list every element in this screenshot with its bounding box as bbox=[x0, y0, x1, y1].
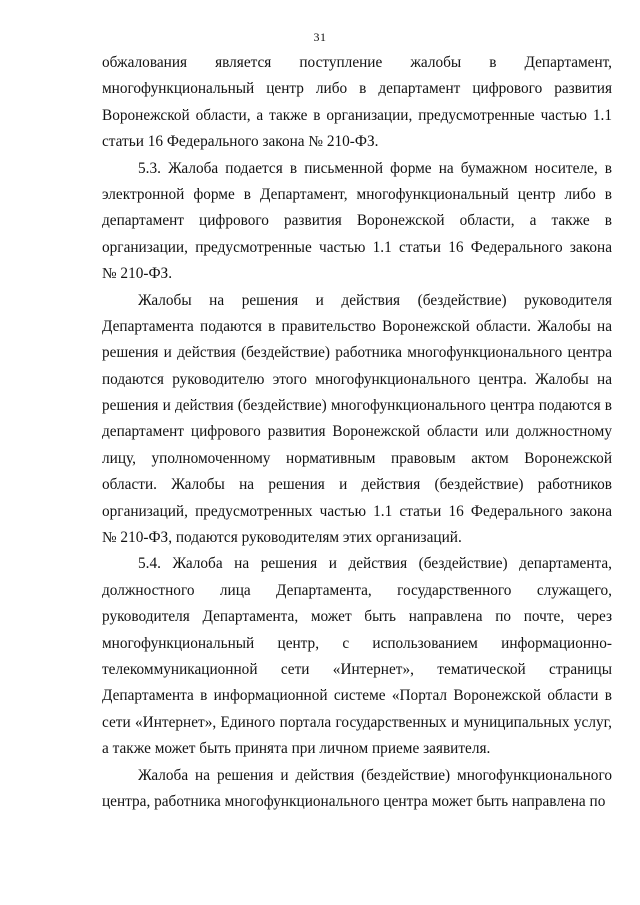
text-line: обжалования является поступление жалобы в Департамент, bbox=[102, 54, 612, 71]
text-line: 5.3. Жалоба подается в письменной форме на бумажном носителе, в bbox=[138, 159, 612, 177]
text-line: сети «Интернет», Единого портала государственных и муниципальных услуг, bbox=[102, 713, 612, 731]
text-line: должностного лица Департамента, государственного служащего, bbox=[102, 581, 612, 599]
text-line: Департамента в информационной системе «Портал Воронежской области в bbox=[102, 687, 612, 705]
page-number: 31 bbox=[313, 30, 327, 44]
text-line: решения и действия (бездействие) работника многофункционального центра bbox=[102, 344, 612, 362]
text-line: департамент цифрового развития Воронежской области или должностному bbox=[102, 423, 612, 441]
text-line: подаются руководителю этого многофункционального центра. Жалобы на bbox=[102, 370, 612, 388]
text-line: 5.4. Жалоба на решения и действия (бездействие) департамента, bbox=[138, 555, 612, 573]
text-line: телекоммуникационной сети «Интернет», тематической страницы bbox=[102, 660, 612, 678]
body-text bbox=[102, 50, 612, 815]
paragraph bbox=[102, 551, 612, 762]
text-line: руководителя Департамента, может быть направлена по почте, через bbox=[102, 608, 612, 626]
text-line: лицу, уполномоченному нормативным правовым актом Воронежской bbox=[102, 449, 612, 467]
text-line: организации, предусмотренные частью 1.1 статьи 16 Федерального закона bbox=[102, 238, 612, 256]
text-line: многофункциональный центр, с использованием информационно- bbox=[102, 634, 612, 652]
text-line: Жалоба на решения и действия (бездействие) многофункционального bbox=[138, 766, 612, 784]
text-line: Департамента подаются в правительство Воронежской области. Жалобы на bbox=[102, 317, 612, 335]
text-line: центра, работника многофункционального центра может быть направлена по bbox=[102, 792, 606, 810]
paragraph bbox=[102, 156, 612, 288]
text-line: а также может быть принята при личном приеме заявителя. bbox=[102, 740, 491, 758]
text-line: многофункциональный центр либо в департамент цифрового развития bbox=[102, 80, 612, 98]
text-line: организаций, предусмотренных частью 1.1 статьи 16 Федерального закона bbox=[102, 502, 612, 520]
paragraph bbox=[102, 288, 612, 552]
text-line: электронной форме в Департамент, многофункциональный центр либо в bbox=[102, 185, 612, 203]
paragraph bbox=[102, 763, 612, 816]
text-line: статьи 16 Федерального закона № 210-ФЗ. bbox=[102, 133, 379, 151]
paragraph bbox=[102, 50, 612, 156]
text-line: области. Жалобы на решения и действия (бездействие) работников bbox=[102, 476, 612, 494]
text-line: № 210-ФЗ. bbox=[102, 265, 173, 283]
text-line: Воронежской области, а также в организации, предусмотренные частью 1.1 bbox=[102, 106, 612, 124]
text-line: департамент цифрового развития Воронежской области, а также в bbox=[102, 212, 612, 230]
text-line: Жалобы на решения и действия (бездействие) руководителя bbox=[138, 291, 612, 309]
text-line: № 210-ФЗ, подаются руководителям этих организаций. bbox=[102, 529, 462, 547]
text-line: решения и действия (бездействие) многофункционального центра подаются в bbox=[102, 397, 612, 415]
